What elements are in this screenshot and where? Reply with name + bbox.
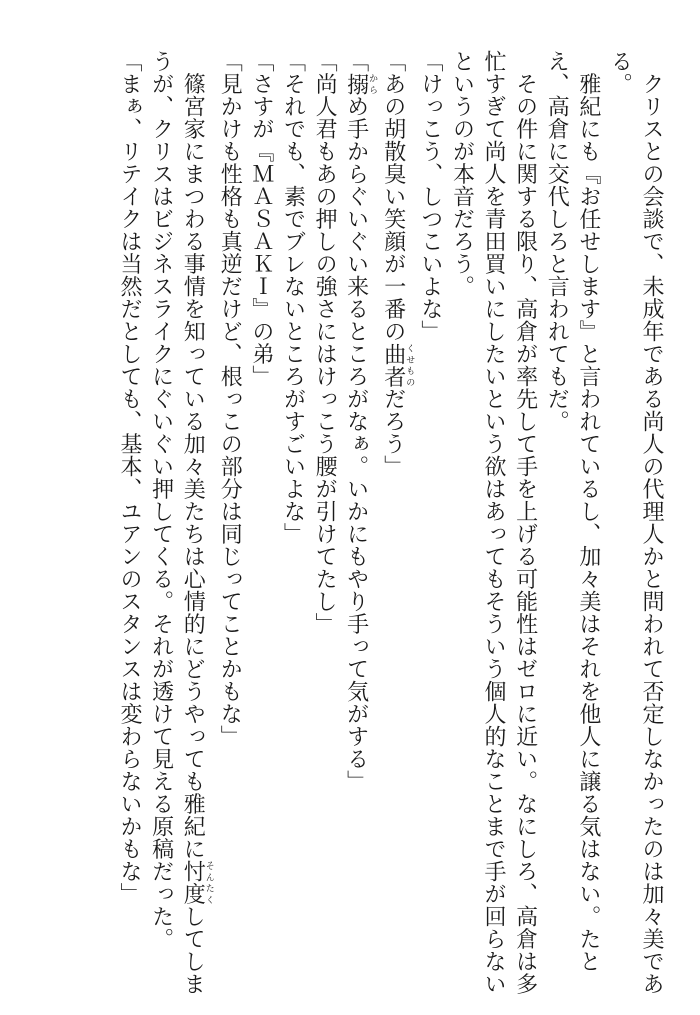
ruby-reading: そんたく	[203, 860, 214, 905]
text-column: 「さすが『ＭＡＳＡＫＩ』の弟」	[248, 50, 274, 388]
text-column: というのが本音だろう。	[449, 50, 475, 298]
ruby-annotation: 忖度そんたく	[180, 860, 214, 905]
ruby-reading: から	[367, 72, 378, 95]
text-column: その件に関する限り、高倉が率先して手を上げる可能性はゼロに近い。なにしろ、高倉は多	[512, 50, 538, 995]
text-column: 「あの胡散臭い笑顔が一番の曲者くせものだろう」	[380, 50, 415, 478]
text-column: クリスとの会談で、未成年である尚人の代理人かと問われて否定しなかったのは加々美であ	[639, 50, 664, 995]
text-column: 「見かけも性格も真逆だけど、根っこの部分は同じってことかもな」	[217, 50, 243, 748]
text-column: 「それでも、素でブレないところがすごいよな」	[280, 50, 306, 545]
text-column: 忙すぎて尚人を青田買いにしたいという欲はあってもそういう個人的なことまで手が回らない	[481, 50, 507, 995]
text-column: 「搦からめ手からぐいぐい来るところがなぁ。いかにもやり手って気がする」	[343, 50, 378, 793]
vertical-text-body	[113, 50, 667, 995]
text-column: 「まぁ、リテイクは当然だとしても、基本、ユアンのスタンスは変わらないかもな」	[117, 50, 142, 905]
text-column: 篠宮家にまつわる事情を知っている加々美たちは心情的にどうやっても雅紀に忖度そんたくしてしま	[180, 50, 214, 995]
ruby-annotation: 搦から	[343, 72, 378, 95]
text-column: うが、クリスはビジネスライクにぐいぐい押してくる。それが透けて見える原稿だった。	[148, 50, 174, 950]
text-column: 「けっこう、しつこいよな」	[417, 50, 443, 343]
text-column: 雅紀にも『お任せします』と言われているし、加々美はそれを他人に譲る気はない。たと	[575, 50, 601, 973]
text-column: え、高倉に交代しろと言われてもだ。	[544, 50, 570, 433]
text-column: 「尚人君もあの押しの強さにはけっこう腰が引けてたし」	[312, 50, 338, 635]
ruby-annotation: 曲者くせもの	[380, 342, 415, 388]
text-column: る。	[607, 50, 633, 95]
ruby-reading: くせもの	[404, 342, 415, 388]
